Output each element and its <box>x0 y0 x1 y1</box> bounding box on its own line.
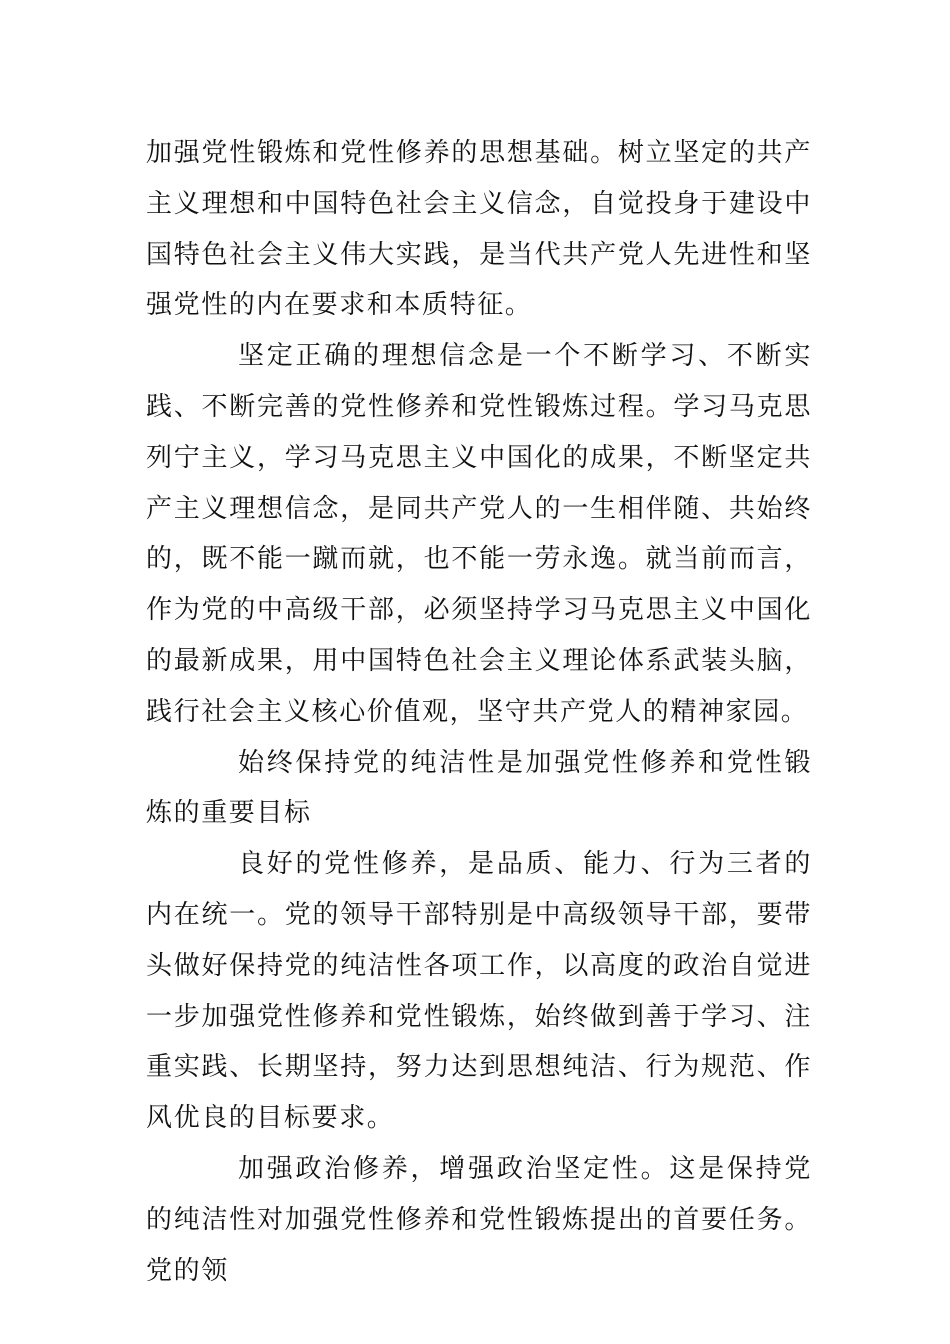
paragraph-1: 加强党性锻炼和党性修养的思想基础。树立坚定的共产主义理想和中国特色社会主义信念，自觉投身于建设中国特色社会主义伟大实践，是当代共产党人先进性和坚强党性的内在要求和本质特征。 <box>146 138 812 321</box>
paragraph-3: 良好的党性修养，是品质、能力、行为三者的内在统一。党的领导干部特别是中高级领导干部，要带头做好保持党的纯洁性各项工作，以高度的政治自觉进一步加强党性修养和党性锻炼，始终做到善于学习、注重实践、长期坚持，努力达到思想纯洁、行为规范、作风优良的目标要求。 <box>146 849 812 1134</box>
section-heading: 始终保持党的纯洁性是加强党性修养和党性锻炼的重要目标 <box>146 747 812 829</box>
document-page <box>146 128 812 1296</box>
paragraph-4: 加强政治修养，增强政治坚定性。这是保持党的纯洁性对加强党性修养和党性锻炼提出的首要任务。党的领 <box>146 1153 812 1286</box>
paragraph-2: 坚定正确的理想信念是一个不断学习、不断实践、不断完善的党性修养和党性锻炼过程。学习马克思列宁主义，学习马克思主义中国化的成果，不断坚定共产主义理想信念，是同共产党人的一生相伴随、共始终的，既不能一蹴而就，也不能一劳永逸。就当前而言，作为党的中高级干部，必须坚持学习马克思主义中国化的最新成果，用中国特色社会主义理论体系武装头脑，践行社会主义核心价值观，坚守共产党人的精神家园。 <box>146 341 812 727</box>
